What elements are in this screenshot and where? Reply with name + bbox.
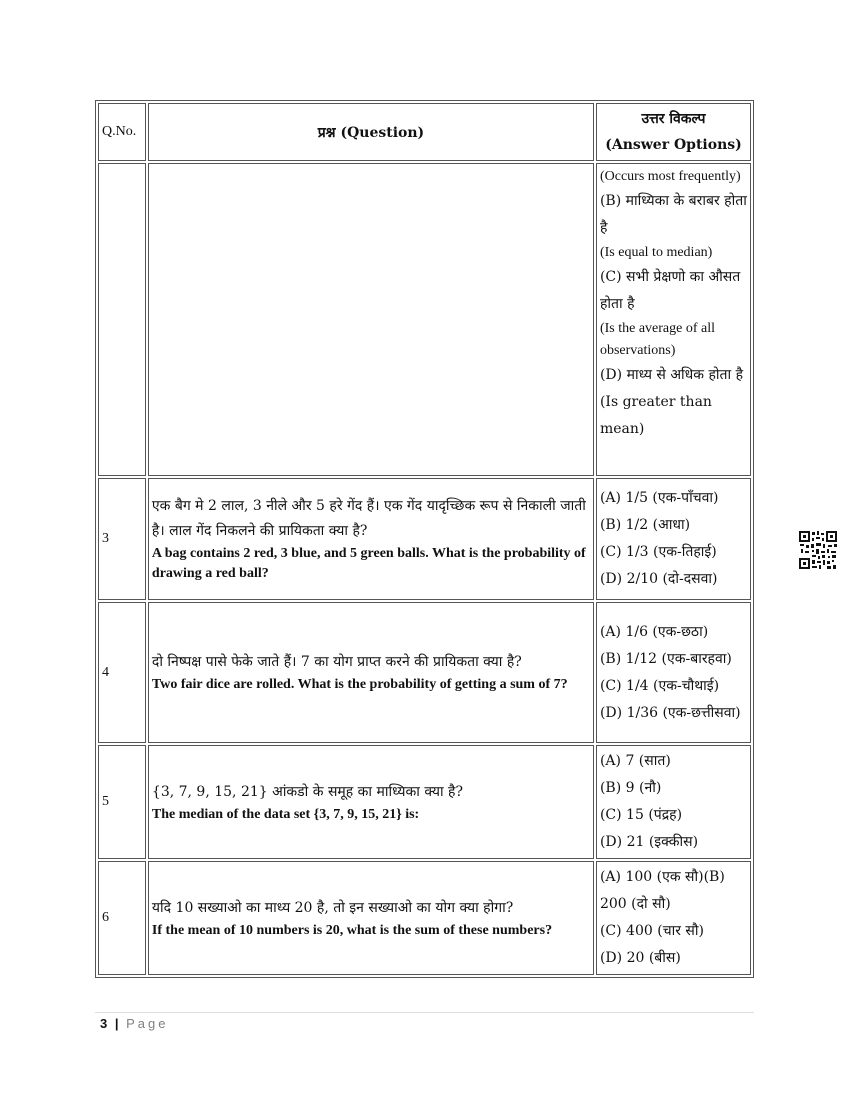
table-row (98, 861, 751, 975)
header-options-en: (Answer Options) (605, 137, 742, 153)
option-ab: (A) 100 (एक सौ)(B) 200 (दो सौ) (599, 869, 725, 912)
question-hindi: यदि 10 सख्याओ का माध्य 20 है, तो इन सख्याओ का योग क्या होगा? (151, 899, 514, 916)
question-cell (148, 602, 594, 743)
option-a: (A) 7 (सात) (599, 753, 671, 769)
option-b: (B) 9 (नौ) (599, 780, 662, 796)
option-b: (B) 1/12 (एक-बारहवा) (599, 650, 732, 667)
qno-cell: 5 (98, 745, 146, 859)
option-b: (B) 1/2 (आधा) (599, 517, 691, 533)
option-text: (Is equal to median) (599, 245, 713, 260)
question-cell (148, 861, 594, 975)
table-header-row (98, 103, 751, 161)
table-row (98, 745, 751, 859)
options-cell (596, 478, 751, 600)
qno-cell: 4 (98, 602, 146, 743)
option-text: (Occurs most frequently) (599, 169, 741, 184)
question-hindi: {3, 7, 9, 15, 21} आंकडो के समूह का माध्यिका क्या है? (151, 783, 463, 800)
footer-divider (95, 1012, 754, 1013)
question-cell (148, 163, 594, 476)
header-question-en: (Question) (340, 124, 425, 141)
option-d: (D) 21 (इक्कीस) (599, 834, 699, 850)
option-text: (B) माध्यिका के बराबर होता है (599, 193, 747, 236)
option-text: (Is the average of all observations) (599, 321, 716, 358)
options-cell (596, 163, 751, 476)
question-table (95, 100, 754, 978)
option-text: (C) सभी प्रेक्षणो का औसत होता है (599, 269, 741, 312)
header-qno: Q.No. (98, 103, 146, 161)
page-footer (100, 1016, 169, 1031)
options-cell (596, 602, 751, 743)
qr-code-icon (798, 530, 838, 570)
option-c: (C) 15 (पंद्रह) (599, 807, 683, 823)
option-d: (D) 1/36 (एक-छत्तीसवा) (599, 704, 741, 721)
options-cell (596, 861, 751, 975)
page-number: 3 (100, 1016, 108, 1031)
question-english: Two fair dice are rolled. What is the probability of getting a sum of 7? (151, 677, 568, 692)
qno-cell (98, 163, 146, 476)
option-a: (A) 1/6 (एक-छठा) (599, 623, 709, 640)
option-c: (C) 1/4 (एक-चौथाई) (599, 677, 720, 694)
option-d: (D) 20 (बीस) (599, 950, 681, 966)
qno-cell: 6 (98, 861, 146, 975)
options-cell (596, 745, 751, 859)
footer-separator: | (114, 1016, 119, 1031)
question-cell (148, 478, 594, 600)
question-hindi: दो निष्पक्ष पासे फेके जाते हैं। 7 का योग प्राप्त करने की प्रायिकता क्या है? (151, 654, 522, 670)
question-cell (148, 745, 594, 859)
question-hindi: एक बैग मे 2 लाल, 3 नीले और 5 हरे गेंद हैं। एक गेंद यादृच्छिक रूप से निकाली जाती है। लाल गेंद निकलने की प्रायिकता क्या है? (151, 498, 586, 539)
option-d: (D) 2/10 (दो-दसवा) (599, 571, 718, 587)
option-c: (C) 1/3 (एक-तिहाई) (599, 544, 717, 560)
header-question (148, 103, 594, 161)
header-options (596, 103, 751, 161)
question-english: A bag contains 2 red, 3 blue, and 5 green balls. What is the probability of drawing a red ball? (151, 546, 586, 581)
table-row (98, 602, 751, 743)
table-row (98, 478, 751, 600)
header-question-hi: प्रश्न (317, 124, 336, 141)
option-a: (A) 1/5 (एक-पाँचवा) (599, 490, 719, 506)
table-row-continued (98, 163, 751, 476)
header-options-hi: उत्तर विकल्प (641, 111, 706, 127)
question-english: If the mean of 10 numbers is 20, what is the sum of these numbers? (151, 922, 553, 938)
option-text: (D) माध्य से अधिक होता है (Is greater than mean) (599, 367, 743, 437)
page-label: Page (126, 1016, 169, 1031)
qno-cell: 3 (98, 478, 146, 600)
option-c: (C) 400 (चार सौ) (599, 923, 704, 939)
question-english: The median of the data set {3, 7, 9, 15, 21} is: (151, 806, 420, 822)
